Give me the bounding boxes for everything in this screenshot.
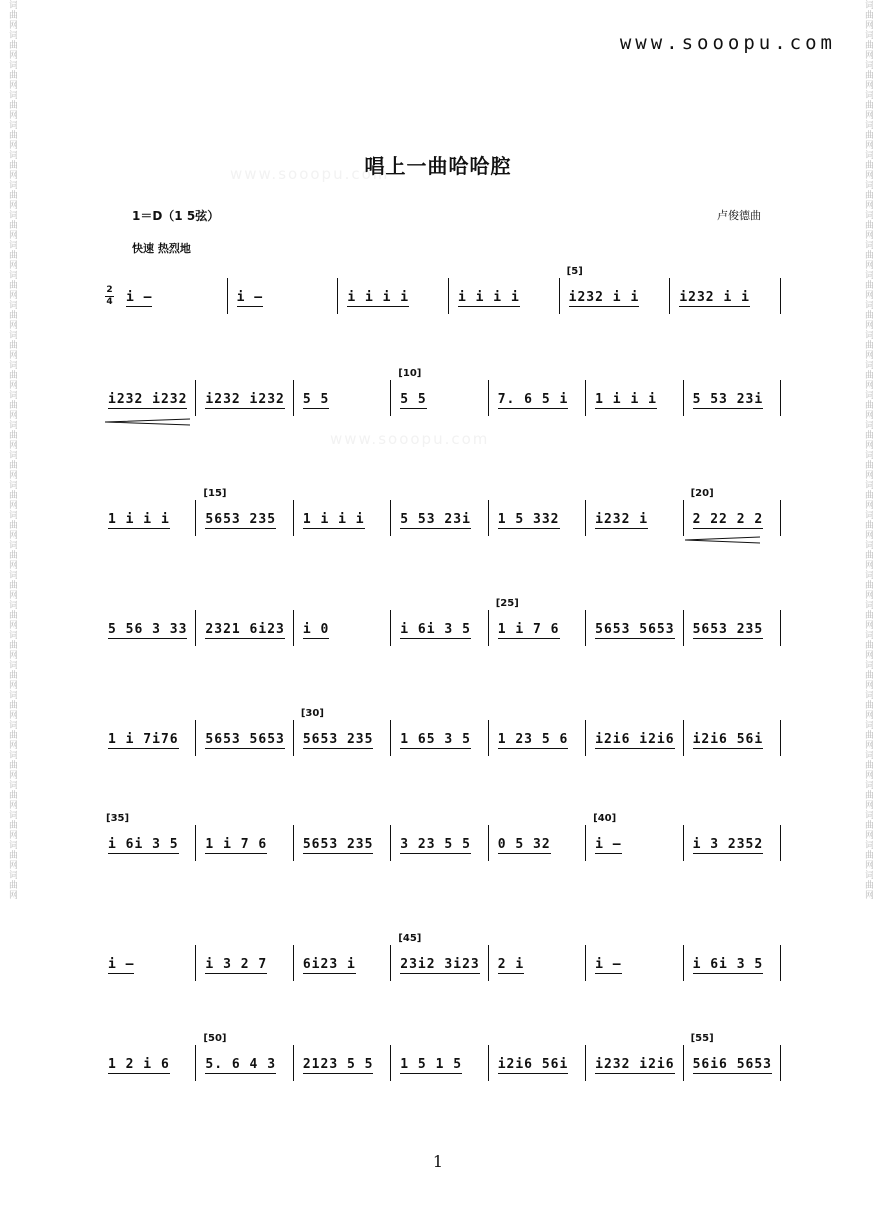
- score-line: [100, 268, 790, 328]
- bar-line: [390, 500, 391, 536]
- measure: [303, 837, 374, 867]
- measure: [498, 1057, 569, 1087]
- measure-notes: 5 5: [302, 392, 330, 407]
- measure-notes: i 6i 3 5: [692, 957, 764, 972]
- measure: [205, 957, 267, 987]
- measure-notes: 2 i: [497, 957, 525, 972]
- measure-notes: i –: [126, 290, 153, 305]
- site-url: www.sooopu.com: [619, 32, 836, 54]
- measure-notes: 5653 235: [692, 622, 764, 637]
- bar-line: [669, 278, 670, 314]
- measure: [303, 957, 356, 987]
- bar-line: [337, 278, 338, 314]
- measure-notes: 1 2 i 6: [108, 1057, 170, 1072]
- measure-notes: 3 23 5 5: [400, 837, 471, 852]
- measure-number: [5]: [566, 266, 583, 277]
- background-watermark: www.sooopu.com: [330, 430, 490, 448]
- score-line: [100, 935, 790, 995]
- measure-notes: 7. 6 5 i: [497, 392, 569, 407]
- bar-line: [195, 720, 196, 756]
- measure-notes: i232 i: [595, 512, 649, 527]
- measure-number: [40]: [593, 813, 617, 824]
- measure-number: [15]: [203, 488, 227, 499]
- measure-notes: i 3 2352: [692, 837, 764, 852]
- measure-notes: 5 56 3 33: [108, 622, 188, 637]
- measure: [205, 1057, 276, 1087]
- bar-line: [390, 380, 391, 416]
- bar-line: [780, 825, 781, 861]
- measure-notes: i 6i 3 5: [108, 837, 179, 852]
- measure-notes: 1 i i i: [595, 392, 657, 407]
- measure-notes: 1 23 5 6: [497, 732, 569, 747]
- measure: [693, 1057, 772, 1087]
- bar-line: [488, 610, 489, 646]
- bar-line: [683, 380, 684, 416]
- measure-notes: 2123 5 5: [302, 1057, 374, 1072]
- side-watermark-left: 词曲网词曲网词曲网词曲网词曲网词曲网词曲网词曲网词曲网词曲网词曲网词曲网词曲网词曲网词曲网词曲网词曲网词曲网词曲网词曲网词曲网词曲网词曲网词曲网词曲网词曲网词曲网词曲网词曲网词曲网: [7, 0, 17, 900]
- measure: [303, 392, 329, 422]
- measure-notes: 1 5 332: [497, 512, 560, 527]
- measure: [126, 290, 152, 320]
- bar-line: [195, 945, 196, 981]
- bar-line: [488, 945, 489, 981]
- bar-line: [390, 825, 391, 861]
- measure: [595, 957, 621, 987]
- measure-notes: 5653 5653: [595, 622, 675, 637]
- measure-notes: i232 i232: [205, 392, 285, 407]
- measure-notes: 2321 6i23: [205, 622, 285, 637]
- bar-line: [488, 825, 489, 861]
- bar-line: [488, 1045, 489, 1081]
- bar-line: [585, 720, 586, 756]
- bar-line: [780, 500, 781, 536]
- score-line: [100, 1035, 790, 1095]
- measure: [400, 512, 471, 542]
- song-title: 唱上一曲哈哈腔: [364, 154, 512, 178]
- bar-line: [293, 380, 294, 416]
- bar-line: [585, 1045, 586, 1081]
- measure: [205, 622, 284, 652]
- measure: [498, 512, 560, 542]
- measure-notes: i –: [108, 957, 135, 972]
- measure-number-value: 55: [695, 1033, 710, 1044]
- bar-line: [683, 610, 684, 646]
- measure-notes: 1 i 7 6: [205, 837, 268, 852]
- page-number: 1: [432, 1152, 444, 1171]
- bar-line: [683, 1045, 684, 1081]
- bar-line: [195, 825, 196, 861]
- bar-line: [683, 825, 684, 861]
- measure: [400, 957, 479, 987]
- bar-line: [390, 1045, 391, 1081]
- measure: [595, 1057, 674, 1087]
- measure-notes: i 3 2 7: [205, 957, 268, 972]
- measure-notes: 56i6 5653: [692, 1057, 773, 1072]
- measure-number: [55]: [690, 1033, 714, 1044]
- measure-number-value: 40: [597, 813, 612, 824]
- measure: [498, 957, 524, 987]
- measure-notes: 23i2 3i23: [400, 957, 480, 972]
- measure: [595, 622, 674, 652]
- measure-notes: i2i6 56i: [692, 732, 764, 747]
- measure: [108, 512, 170, 542]
- measure-number-value: 15: [208, 488, 222, 499]
- measure-notes: i232 i2i6: [595, 1057, 675, 1072]
- measure: [569, 290, 640, 320]
- measure-notes: 6i23 i: [302, 957, 356, 972]
- measure-notes: i232 i i: [679, 290, 750, 305]
- measure-number: [10]: [398, 368, 422, 379]
- bar-line: [390, 610, 391, 646]
- measure: [595, 512, 648, 542]
- background-watermark: www.sooopu.com: [230, 165, 390, 183]
- measure: [693, 392, 764, 422]
- measure-number: [50]: [203, 1033, 227, 1044]
- measure: [108, 622, 187, 652]
- bar-line: [448, 278, 449, 314]
- bar-line: [195, 1045, 196, 1081]
- measure: [205, 732, 284, 762]
- measure: [237, 290, 263, 320]
- bar-line: [390, 720, 391, 756]
- measure: [693, 837, 764, 867]
- measure-notes: i –: [595, 957, 622, 972]
- time-signature-bottom: 4: [106, 297, 113, 307]
- measure-notes: 5653 235: [302, 837, 374, 852]
- key-signature: 1＝D（1 5弦）: [132, 209, 220, 223]
- measure: [303, 512, 365, 542]
- measure-notes: 1 i i i: [302, 512, 365, 527]
- measure-number: [35]: [106, 813, 130, 824]
- measure-notes: 0 5 32: [497, 837, 551, 852]
- measure-notes: 1 5 1 5: [400, 1057, 463, 1072]
- measure: [108, 732, 179, 762]
- measure: [347, 290, 409, 320]
- bar-line: [195, 380, 196, 416]
- measure-number-value: 10: [402, 368, 417, 379]
- measure-notes: i 6i 3 5: [400, 622, 471, 637]
- bar-line: [227, 278, 228, 314]
- bar-line: [780, 380, 781, 416]
- score-line: [100, 710, 790, 770]
- bar-line: [488, 500, 489, 536]
- measure: [108, 1057, 170, 1087]
- measure-notes: i –: [236, 290, 264, 305]
- measure: [400, 392, 426, 422]
- bar-line: [683, 720, 684, 756]
- composer-credit: 卢俊德曲: [717, 209, 761, 222]
- bar-line: [195, 500, 196, 536]
- bar-line: [780, 945, 781, 981]
- measure-notes: 5653 235: [302, 732, 374, 747]
- bar-line: [195, 610, 196, 646]
- measure-notes: 1 i i i: [108, 512, 170, 527]
- measure-notes: i2i6 i2i6: [595, 732, 675, 747]
- measure-notes: 5 53 23i: [692, 392, 764, 407]
- bar-line: [683, 945, 684, 981]
- bar-line: [390, 945, 391, 981]
- measure-number-value: 25: [500, 598, 515, 609]
- measure-notes: 5 5: [400, 392, 427, 407]
- measure: [303, 622, 329, 652]
- bar-line: [293, 610, 294, 646]
- bar-line: [293, 825, 294, 861]
- measure-notes: i232 i232: [108, 392, 188, 407]
- bar-line: [780, 1045, 781, 1081]
- bar-line: [293, 1045, 294, 1081]
- measure-number: [45]: [398, 933, 422, 944]
- bar-line: [488, 720, 489, 756]
- bar-line: [780, 610, 781, 646]
- bar-line: [683, 500, 684, 536]
- time-signature-top: 2: [106, 285, 113, 295]
- measure-number-value: 50: [208, 1033, 222, 1044]
- tempo-marking: 快速 热烈地: [132, 242, 191, 255]
- measure-notes: i i i i: [347, 290, 410, 305]
- measure-number-value: 5: [571, 266, 579, 277]
- score-line: [100, 600, 790, 660]
- measure-notes: i2i6 56i: [497, 1057, 569, 1072]
- measure: [205, 837, 267, 867]
- measure: [400, 1057, 462, 1087]
- measure: [205, 392, 284, 422]
- measure-notes: 5653 235: [205, 512, 277, 527]
- measure-notes: i –: [595, 837, 622, 852]
- measure: [400, 622, 471, 652]
- measure: [303, 732, 374, 762]
- measure: [108, 837, 179, 867]
- measure-number-value: 45: [402, 933, 417, 944]
- measure-number: [30]: [300, 708, 324, 719]
- measure: [595, 392, 657, 422]
- measure: [679, 290, 750, 320]
- score-line: [100, 370, 790, 430]
- measure: [498, 732, 569, 762]
- measure-notes: 1 i 7i76: [108, 732, 179, 747]
- bar-line: [488, 380, 489, 416]
- measure: [205, 512, 276, 542]
- measure: [108, 957, 134, 987]
- bar-line: [585, 380, 586, 416]
- measure: [498, 837, 551, 867]
- measure-number-value: 30: [305, 708, 320, 719]
- measure: [693, 732, 764, 762]
- measure: [400, 837, 471, 867]
- measure-notes: 1 65 3 5: [400, 732, 471, 747]
- measure: [458, 290, 520, 320]
- measure: [498, 392, 569, 422]
- measure: [400, 732, 471, 762]
- side-watermark-right: 词曲网词曲网词曲网词曲网词曲网词曲网词曲网词曲网词曲网词曲网词曲网词曲网词曲网词曲网词曲网词曲网词曲网词曲网词曲网词曲网词曲网词曲网词曲网词曲网词曲网词曲网词曲网词曲网词曲网词曲网: [863, 0, 873, 900]
- measure-number: [20]: [690, 488, 714, 499]
- crescendo-hairpin-icon: [105, 418, 190, 426]
- bar-line: [585, 825, 586, 861]
- measure-notes: i232 i i: [568, 290, 640, 305]
- measure-number: [25]: [495, 598, 519, 609]
- measure-notes: 1 i 7 6: [497, 622, 560, 637]
- bar-line: [293, 945, 294, 981]
- bar-line: [559, 278, 560, 314]
- measure-notes: i i i i: [458, 290, 520, 305]
- measure-notes: 5653 5653: [205, 732, 285, 747]
- measure: [595, 837, 621, 867]
- measure: [693, 957, 764, 987]
- measure: [595, 732, 674, 762]
- measure-notes: i 0: [302, 622, 330, 637]
- measure-notes: 5 53 23i: [400, 512, 471, 527]
- measure: [498, 622, 560, 652]
- bar-line: [780, 720, 781, 756]
- bar-line: [293, 500, 294, 536]
- measure: [693, 622, 764, 652]
- bar-line: [293, 720, 294, 756]
- bar-line: [585, 610, 586, 646]
- bar-line: [780, 278, 781, 314]
- measure-number-value: 20: [695, 488, 710, 499]
- measure-notes: 5. 6 4 3: [205, 1057, 277, 1072]
- bar-line: [585, 500, 586, 536]
- measure-number-value: 35: [110, 813, 125, 824]
- bar-line: [585, 945, 586, 981]
- crescendo-hairpin-icon: [685, 536, 760, 544]
- measure: [303, 1057, 374, 1087]
- score-line: [100, 815, 790, 875]
- measure-notes: 2 22 2 2: [692, 512, 764, 527]
